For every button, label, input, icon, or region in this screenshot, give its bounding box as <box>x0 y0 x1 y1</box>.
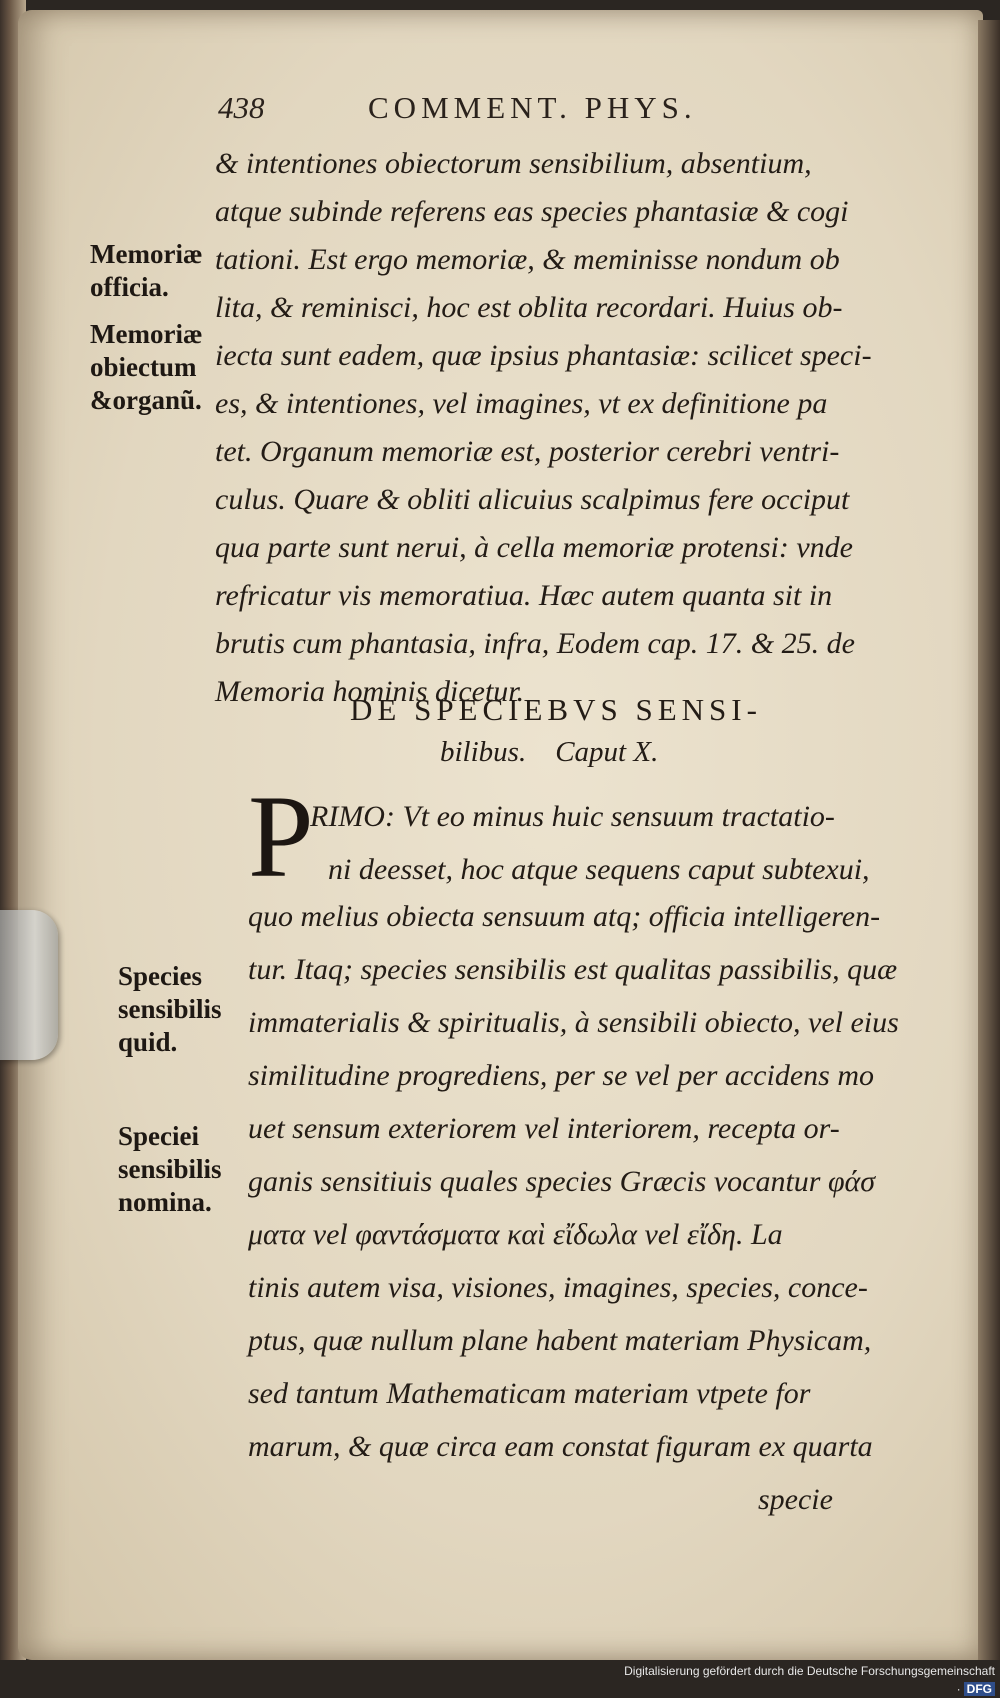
text-line: Memoria hominis dicetur. <box>215 675 525 708</box>
margin-note-line: &organũ. <box>90 385 202 415</box>
text-line: ganis sensitiuis quales species Græcis vocantur φάσ <box>248 1165 876 1198</box>
text-line: iecta sunt eadem, quæ ipsius phantasiæ: scilicet speci- <box>215 339 872 372</box>
text-line: immaterialis & spiritualis, à sensibili obiecto, vel eius <box>248 1006 899 1039</box>
margin-note-memoriae-officia <box>90 238 202 304</box>
chapter-title: DE SPECIEBVS SENSI- <box>350 692 762 727</box>
text-line: culus. Quare & obliti alicuius scalpimus fere occiput <box>215 483 850 516</box>
text-line: ματα vel φαντάσματα καὶ εἴδωλα vel εἴδη. La <box>248 1218 783 1251</box>
text-line: tationi. Est ergo memoriæ, & meminisse nondum ob <box>215 243 840 276</box>
dfg-logo: DFG <box>964 1682 995 1696</box>
text-block-chapter <box>248 890 928 1526</box>
text-line: sed tantum Mathematicam materiam vtpete for <box>248 1377 811 1410</box>
text-line: qua parte sunt nerui, à cella memoriæ protensi: vnde <box>215 531 853 564</box>
margin-note-line: Speciei <box>118 1121 199 1151</box>
text-line: refricatur vis memoratiua. Hæc autem quanta sit in <box>215 579 833 612</box>
text-line: tinis autem visa, visiones, imagines, species, conce- <box>248 1271 868 1304</box>
chapter-label: Caput X. <box>555 736 659 768</box>
text-line: lita, & reminisci, hoc est oblita recordari. Huius ob- <box>215 291 843 324</box>
text-block-top <box>215 140 915 716</box>
margin-note-line: Species <box>118 961 202 991</box>
page-header <box>218 90 858 130</box>
text-line: atque subinde referens eas species phantasiæ & cogi <box>215 195 849 228</box>
text-line: uet sensum exteriorem vel interiorem, recepta or- <box>248 1112 840 1145</box>
text-line: tur. Itaq; species sensibilis est qualitas passibilis, quæ <box>248 953 898 986</box>
margin-note-line: officia. <box>90 272 169 302</box>
margin-note-line: nomina. <box>118 1187 212 1217</box>
text-line: & intentiones obiectorum sensibilium, absentium, <box>215 147 812 180</box>
margin-note-line: sensibilis <box>118 1154 222 1184</box>
text-line: quo melius obiecta sensuum atq; officia intelligeren- <box>248 900 881 933</box>
digitization-credit <box>600 1662 995 1696</box>
text-line: ptus, quæ nullum plane habent materiam Physicam, <box>248 1324 872 1357</box>
page-fore-edge <box>978 20 1000 1660</box>
drop-cap-letter: P <box>248 771 314 902</box>
credit-text: Digitalisierung gefördert durch die Deutsche Forschungsgemeinschaft · <box>624 1664 995 1696</box>
catchword: specie <box>758 1483 833 1516</box>
chapter-title-cont: bilibus. <box>440 736 527 768</box>
running-title: COMMENT. PHYS. <box>368 90 697 125</box>
page-number: 438 <box>218 90 265 125</box>
margin-note-species-nomina <box>118 1120 222 1219</box>
text-block-chapter-start <box>310 790 930 896</box>
book-clasp <box>0 910 58 1060</box>
text-line: marum, & quæ circa eam constat figuram ex quarta <box>248 1430 873 1463</box>
text-line: ni deesset, hoc atque sequens caput subtexui, <box>328 853 870 886</box>
chapter-subtitle <box>440 736 658 769</box>
margin-note-line: sensibilis <box>118 994 222 1024</box>
margin-note-species-quid <box>118 960 222 1059</box>
margin-note-line: obiectum <box>90 352 197 382</box>
margin-note-line: quid. <box>118 1027 178 1057</box>
margin-note-line: Memoriæ <box>90 239 203 269</box>
margin-note-line: Memoriæ <box>90 319 203 349</box>
text-line: es, & intentiones, vel imagines, vt ex definitione pa <box>215 387 828 420</box>
text-line: tet. Organum memoriæ est, posterior cerebri ventri- <box>215 435 840 468</box>
margin-note-memoriae-obiectum <box>90 318 202 417</box>
text-line: similitudine progrediens, per se vel per accidens mo <box>248 1059 874 1092</box>
text-line: brutis cum phantasia, infra, Eodem cap. 17. & 25. de <box>215 627 855 660</box>
text-line: RIMO: Vt eo minus huic sensuum tractatio- <box>310 800 835 833</box>
